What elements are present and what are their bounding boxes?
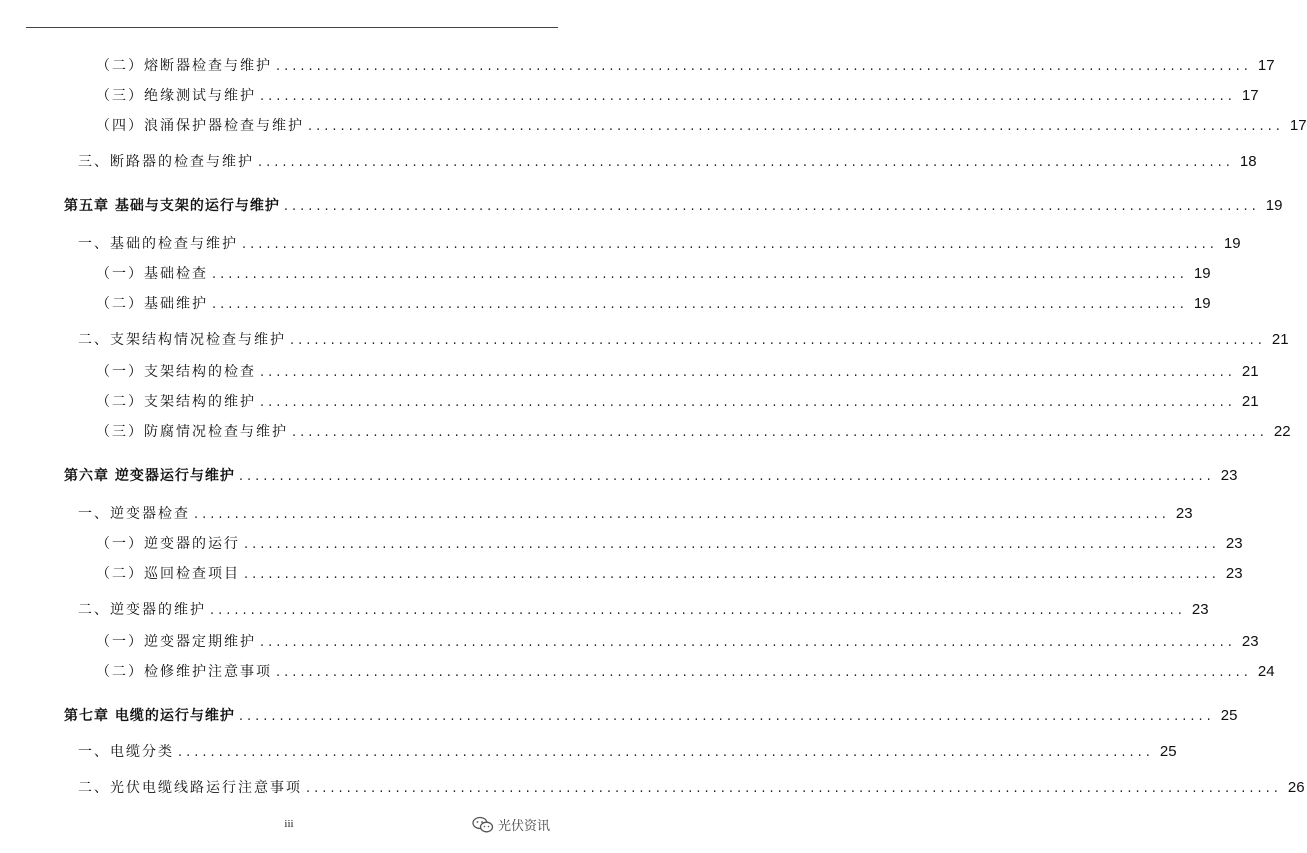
toc-entry-title: （一）支架结构的检查: [96, 364, 256, 380]
toc-entry-title: 第七章 电缆的运行与维护: [64, 708, 235, 724]
toc-entry-title: （一）基础检查: [96, 266, 208, 282]
toc-entry-title: （二）熔断器检查与维护: [96, 58, 272, 74]
toc-entry-page: 19: [1223, 235, 1241, 252]
toc-entry-page: 17: [1257, 57, 1275, 74]
toc-entry-page: 19: [1193, 295, 1211, 312]
toc-entry-page: 23: [1225, 535, 1243, 552]
toc-entry[interactable]: [96, 87, 1259, 106]
toc-entry-page: 23: [1225, 565, 1243, 582]
toc-entry-page: 19: [1265, 197, 1283, 214]
toc-leader-dots: ........................................................................................................................: [260, 635, 1236, 650]
toc-entry-title: （三）防腐情况检查与维护: [96, 424, 288, 440]
toc-entry[interactable]: [64, 467, 1238, 486]
toc-entry[interactable]: [96, 535, 1243, 554]
toc-entry[interactable]: [78, 743, 1177, 762]
toc-leader-dots: ........................................................................................................................: [244, 567, 1220, 582]
toc-leader-dots: ........................................................................................................................: [308, 119, 1284, 134]
toc-entry[interactable]: [96, 663, 1275, 682]
toc-leader-dots: ........................................................................................................................: [212, 267, 1188, 282]
toc-entry-title: 第六章 逆变器运行与维护: [64, 468, 235, 484]
toc-leader-dots: ........................................................................................................................: [260, 395, 1236, 410]
toc-entry[interactable]: [78, 505, 1193, 524]
toc-entry[interactable]: [64, 707, 1238, 726]
toc-entry-title: 二、支架结构情况检查与维护: [78, 332, 286, 348]
toc-leader-dots: ........................................................................................................................: [212, 297, 1188, 312]
toc-entry-title: （四）浪涌保护器检查与维护: [96, 118, 304, 134]
toc-leader-dots: ........................................................................................................................: [210, 603, 1186, 618]
toc-entry-page: 22: [1273, 423, 1291, 440]
toc-leader-dots: ........................................................................................................................: [260, 365, 1236, 380]
toc-entry[interactable]: [96, 565, 1243, 584]
toc-entry-page: 23: [1191, 601, 1209, 618]
toc-leader-dots: ........................................................................................................................: [194, 507, 1170, 522]
toc-leader-dots: ........................................................................................................................: [244, 537, 1220, 552]
toc-entry-title: 三、断路器的检查与维护: [78, 154, 254, 170]
toc-entry-page: 21: [1241, 363, 1259, 380]
toc-entry-title: （二）检修维护注意事项: [96, 664, 272, 680]
toc-entry-page: 21: [1271, 331, 1289, 348]
toc-entry[interactable]: [96, 363, 1259, 382]
toc-entry-page: 17: [1241, 87, 1259, 104]
toc-entry[interactable]: [96, 117, 1307, 136]
watermark: [472, 815, 550, 834]
toc-leader-dots: ........................................................................................................................: [242, 237, 1218, 252]
toc-entry-title: （二）巡回检查项目: [96, 566, 240, 582]
toc-leader-dots: ........................................................................................................................: [260, 89, 1236, 104]
toc-leader-dots: ........................................................................................................................: [276, 665, 1252, 680]
toc-entry-title: （二）基础维护: [96, 296, 208, 312]
wechat-icon: [472, 816, 494, 834]
toc-entry[interactable]: [78, 331, 1289, 350]
toc-entry-title: 二、逆变器的维护: [78, 602, 206, 618]
toc-leader-dots: ........................................................................................................................: [283, 199, 1260, 214]
toc-entry-title: （三）绝缘测试与维护: [96, 88, 256, 104]
toc-entry[interactable]: [96, 423, 1291, 442]
toc-entry-page: 23: [1175, 505, 1193, 522]
toc-leader-dots: ........................................................................................................................: [238, 709, 1215, 724]
toc-entry-page: 23: [1241, 633, 1259, 650]
toc-entry[interactable]: [78, 235, 1241, 254]
toc-entry-page: 25: [1159, 743, 1177, 760]
toc-entry-page: 26: [1287, 779, 1305, 796]
footer-page-number: iii: [284, 818, 294, 830]
toc-entry-title: 一、逆变器检查: [78, 506, 190, 522]
toc-entry-title: （一）逆变器定期维护: [96, 634, 256, 650]
toc-entry-page: 19: [1193, 265, 1211, 282]
toc-leader-dots: ........................................................................................................................: [258, 155, 1234, 170]
toc-entry[interactable]: [64, 197, 1283, 216]
toc-entry-title: （一）逆变器的运行: [96, 536, 240, 552]
toc-entry-page: 21: [1241, 393, 1259, 410]
toc-leader-dots: ........................................................................................................................: [306, 781, 1282, 796]
toc-entry[interactable]: [96, 393, 1259, 412]
toc-entry-page: 23: [1220, 467, 1238, 484]
toc-entry[interactable]: [96, 57, 1275, 76]
toc-leader-dots: ........................................................................................................................: [178, 745, 1154, 760]
toc-entry[interactable]: [96, 633, 1259, 652]
toc-entry-page: 24: [1257, 663, 1275, 680]
toc-entry[interactable]: [78, 153, 1257, 172]
toc-entry-title: 一、基础的检查与维护: [78, 236, 238, 252]
toc-leader-dots: ........................................................................................................................: [290, 333, 1266, 348]
toc-leader-dots: ........................................................................................................................: [238, 469, 1215, 484]
toc-entry-title: 一、电缆分类: [78, 744, 174, 760]
toc-leader-dots: ........................................................................................................................: [276, 59, 1252, 74]
watermark-text: 光伏资讯: [498, 819, 551, 834]
toc-entry-title: （二）支架结构的维护: [96, 394, 256, 410]
toc-entry-page: 25: [1220, 707, 1238, 724]
toc-entry-page: 18: [1239, 153, 1257, 170]
toc-entry[interactable]: [78, 601, 1209, 620]
toc-entry[interactable]: [96, 295, 1211, 314]
toc-entry-title: 二、光伏电缆线路运行注意事项: [78, 780, 302, 796]
toc-leader-dots: ........................................................................................................................: [292, 425, 1268, 440]
toc-entry-title: 第五章 基础与支架的运行与维护: [64, 198, 280, 214]
toc-entry-page: 17: [1289, 117, 1307, 134]
toc-entry[interactable]: [96, 265, 1211, 284]
toc-entry[interactable]: [78, 779, 1305, 798]
